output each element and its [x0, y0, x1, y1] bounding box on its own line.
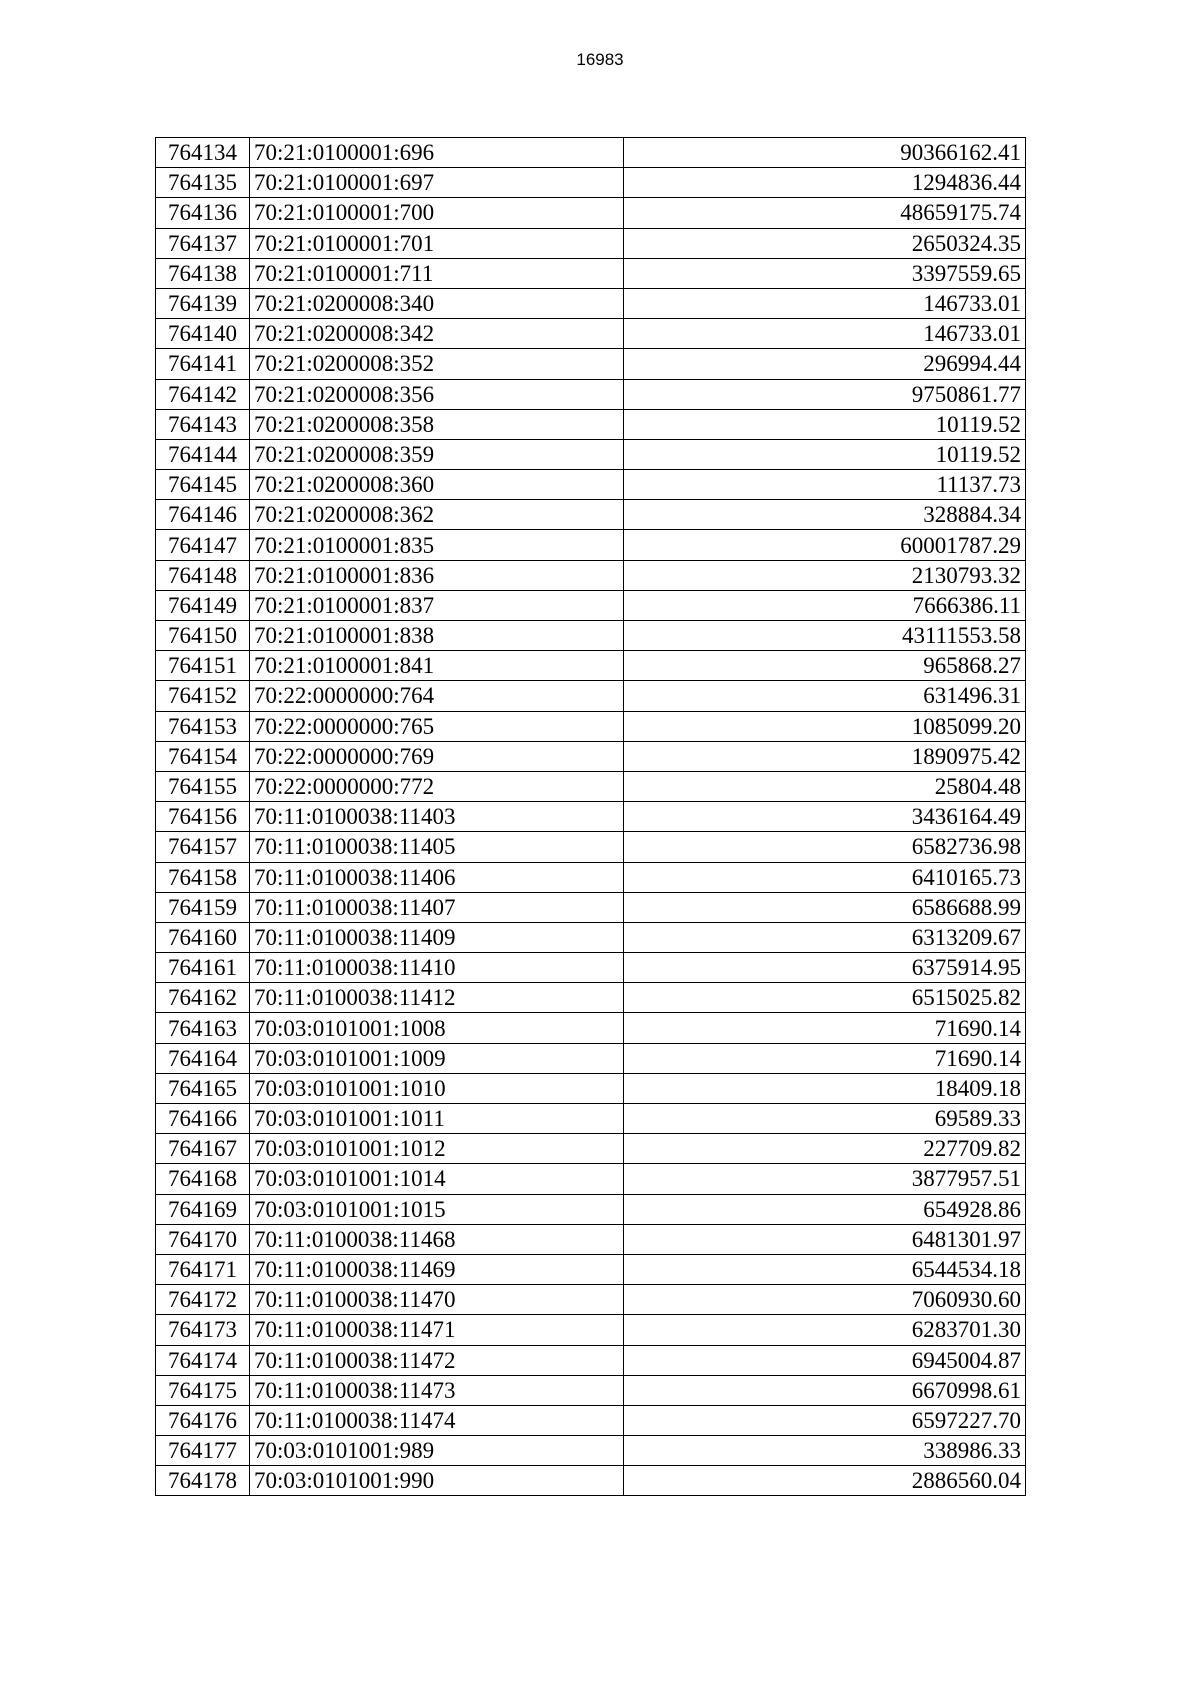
row-number-cell: 764153: [156, 711, 250, 741]
cadastral-number-cell: 70:11:0100038:11406: [250, 862, 624, 892]
cadastral-number-cell: 70:03:0101001:1011: [250, 1104, 624, 1134]
cadastral-number-cell: 70:11:0100038:11410: [250, 953, 624, 983]
value-cell: 2650324.35: [624, 228, 1026, 258]
table-row: [156, 560, 1026, 590]
value-cell: 6586688.99: [624, 892, 1026, 922]
row-number-cell: 764136: [156, 198, 250, 228]
value-cell: 3877957.51: [624, 1164, 1026, 1194]
row-number-cell: 764166: [156, 1104, 250, 1134]
table-row: [156, 922, 1026, 952]
value-cell: 11137.73: [624, 470, 1026, 500]
row-number-cell: 764158: [156, 862, 250, 892]
value-cell: 90366162.41: [624, 138, 1026, 168]
row-number-cell: 764172: [156, 1285, 250, 1315]
cadastral-number-cell: 70:11:0100038:11473: [250, 1375, 624, 1405]
row-number-cell: 764145: [156, 470, 250, 500]
cadastral-number-cell: 70:21:0100001:700: [250, 198, 624, 228]
table-body: [156, 138, 1026, 1496]
value-cell: 6481301.97: [624, 1224, 1026, 1254]
row-number-cell: 764168: [156, 1164, 250, 1194]
row-number-cell: 764170: [156, 1224, 250, 1254]
row-number-cell: 764138: [156, 258, 250, 288]
cadastral-number-cell: 70:21:0200008:342: [250, 319, 624, 349]
value-cell: 48659175.74: [624, 198, 1026, 228]
table-row: [156, 1405, 1026, 1435]
table-row: [156, 439, 1026, 469]
table-row: [156, 1073, 1026, 1103]
row-number-cell: 764150: [156, 621, 250, 651]
cadastral-number-cell: 70:21:0100001:701: [250, 228, 624, 258]
table-row: [156, 1134, 1026, 1164]
table-row: [156, 349, 1026, 379]
table-row: [156, 470, 1026, 500]
row-number-cell: 764139: [156, 288, 250, 318]
cadastral-number-cell: 70:11:0100038:11409: [250, 922, 624, 952]
row-number-cell: 764174: [156, 1345, 250, 1375]
cadastral-number-cell: 70:21:0200008:362: [250, 500, 624, 530]
row-number-cell: 764173: [156, 1315, 250, 1345]
table-row: [156, 1466, 1026, 1496]
data-table: [155, 137, 1026, 1496]
cadastral-number-cell: 70:21:0100001:711: [250, 258, 624, 288]
value-cell: 3397559.65: [624, 258, 1026, 288]
cadastral-number-cell: 70:03:0101001:1009: [250, 1043, 624, 1073]
table-row: [156, 288, 1026, 318]
cadastral-number-cell: 70:11:0100038:11469: [250, 1254, 624, 1284]
table-row: [156, 1436, 1026, 1466]
cadastral-number-cell: 70:03:0101001:1012: [250, 1134, 624, 1164]
value-cell: 6313209.67: [624, 922, 1026, 952]
value-cell: 60001787.29: [624, 530, 1026, 560]
row-number-cell: 764160: [156, 922, 250, 952]
cadastral-number-cell: 70:21:0200008:358: [250, 409, 624, 439]
table-row: [156, 1164, 1026, 1194]
value-cell: 6375914.95: [624, 953, 1026, 983]
row-number-cell: 764164: [156, 1043, 250, 1073]
row-number-cell: 764144: [156, 439, 250, 469]
row-number-cell: 764163: [156, 1013, 250, 1043]
table-row: [156, 771, 1026, 801]
row-number-cell: 764142: [156, 379, 250, 409]
row-number-cell: 764134: [156, 138, 250, 168]
table-row: [156, 983, 1026, 1013]
value-cell: 146733.01: [624, 319, 1026, 349]
value-cell: 71690.14: [624, 1043, 1026, 1073]
cadastral-number-cell: 70:21:0100001:835: [250, 530, 624, 560]
cadastral-number-cell: 70:21:0100001:697: [250, 168, 624, 198]
table-row: [156, 138, 1026, 168]
row-number-cell: 764137: [156, 228, 250, 258]
value-cell: 3436164.49: [624, 802, 1026, 832]
table-row: [156, 953, 1026, 983]
table-row: [156, 409, 1026, 439]
table-row: [156, 741, 1026, 771]
cadastral-number-cell: 70:11:0100038:11472: [250, 1345, 624, 1375]
value-cell: 7666386.11: [624, 590, 1026, 620]
cadastral-number-cell: 70:11:0100038:11470: [250, 1285, 624, 1315]
value-cell: 631496.31: [624, 681, 1026, 711]
value-cell: 69589.33: [624, 1104, 1026, 1134]
cadastral-number-cell: 70:03:0101001:1014: [250, 1164, 624, 1194]
row-number-cell: 764159: [156, 892, 250, 922]
value-cell: 654928.86: [624, 1194, 1026, 1224]
cadastral-number-cell: 70:21:0100001:836: [250, 560, 624, 590]
value-cell: 25804.48: [624, 771, 1026, 801]
row-number-cell: 764167: [156, 1134, 250, 1164]
cadastral-number-cell: 70:21:0200008:352: [250, 349, 624, 379]
row-number-cell: 764140: [156, 319, 250, 349]
table-row: [156, 1043, 1026, 1073]
row-number-cell: 764155: [156, 771, 250, 801]
row-number-cell: 764135: [156, 168, 250, 198]
row-number-cell: 764156: [156, 802, 250, 832]
cadastral-number-cell: 70:21:0100001:696: [250, 138, 624, 168]
cadastral-number-cell: 70:11:0100038:11407: [250, 892, 624, 922]
value-cell: 71690.14: [624, 1013, 1026, 1043]
cadastral-number-cell: 70:03:0101001:1010: [250, 1073, 624, 1103]
row-number-cell: 764162: [156, 983, 250, 1013]
value-cell: 6670998.61: [624, 1375, 1026, 1405]
row-number-cell: 764149: [156, 590, 250, 620]
value-cell: 7060930.60: [624, 1285, 1026, 1315]
row-number-cell: 764141: [156, 349, 250, 379]
value-cell: 9750861.77: [624, 379, 1026, 409]
cadastral-number-cell: 70:03:0101001:1015: [250, 1194, 624, 1224]
cadastral-number-cell: 70:11:0100038:11474: [250, 1405, 624, 1435]
table-row: [156, 168, 1026, 198]
row-number-cell: 764148: [156, 560, 250, 590]
value-cell: 6597227.70: [624, 1405, 1026, 1435]
cadastral-number-cell: 70:21:0200008:356: [250, 379, 624, 409]
cadastral-number-cell: 70:21:0200008:340: [250, 288, 624, 318]
table-row: [156, 198, 1026, 228]
row-number-cell: 764157: [156, 832, 250, 862]
cadastral-number-cell: 70:11:0100038:11471: [250, 1315, 624, 1345]
table-row: [156, 379, 1026, 409]
row-number-cell: 764176: [156, 1405, 250, 1435]
cadastral-number-cell: 70:11:0100038:11403: [250, 802, 624, 832]
value-cell: 1294836.44: [624, 168, 1026, 198]
row-number-cell: 764154: [156, 741, 250, 771]
value-cell: 296994.44: [624, 349, 1026, 379]
cadastral-number-cell: 70:11:0100038:11412: [250, 983, 624, 1013]
cadastral-number-cell: 70:22:0000000:764: [250, 681, 624, 711]
value-cell: 2886560.04: [624, 1466, 1026, 1496]
value-cell: 6515025.82: [624, 983, 1026, 1013]
table-row: [156, 681, 1026, 711]
table-row: [156, 1194, 1026, 1224]
table-row: [156, 1285, 1026, 1315]
row-number-cell: 764178: [156, 1466, 250, 1496]
value-cell: 965868.27: [624, 651, 1026, 681]
row-number-cell: 764169: [156, 1194, 250, 1224]
table-row: [156, 590, 1026, 620]
value-cell: 6582736.98: [624, 832, 1026, 862]
table-row: [156, 500, 1026, 530]
table-row: [156, 651, 1026, 681]
cadastral-number-cell: 70:03:0101001:990: [250, 1466, 624, 1496]
cadastral-number-cell: 70:21:0100001:838: [250, 621, 624, 651]
value-cell: 146733.01: [624, 288, 1026, 318]
row-number-cell: 764143: [156, 409, 250, 439]
cadastral-number-cell: 70:21:0200008:359: [250, 439, 624, 469]
cadastral-number-cell: 70:22:0000000:765: [250, 711, 624, 741]
page-number: 16983: [576, 50, 624, 69]
value-cell: 18409.18: [624, 1073, 1026, 1103]
table-row: [156, 1224, 1026, 1254]
value-cell: 227709.82: [624, 1134, 1026, 1164]
cadastral-number-cell: 70:03:0101001:1008: [250, 1013, 624, 1043]
value-cell: 6945004.87: [624, 1345, 1026, 1375]
cadastral-number-cell: 70:21:0100001:841: [250, 651, 624, 681]
row-number-cell: 764177: [156, 1436, 250, 1466]
value-cell: 328884.34: [624, 500, 1026, 530]
cadastral-number-cell: 70:11:0100038:11405: [250, 832, 624, 862]
cadastral-number-cell: 70:22:0000000:769: [250, 741, 624, 771]
table-row: [156, 1315, 1026, 1345]
value-cell: 1890975.42: [624, 741, 1026, 771]
cadastral-number-cell: 70:11:0100038:11468: [250, 1224, 624, 1254]
cadastral-number-cell: 70:21:0100001:837: [250, 590, 624, 620]
value-cell: 6544534.18: [624, 1254, 1026, 1284]
table-row: [156, 319, 1026, 349]
row-number-cell: 764175: [156, 1375, 250, 1405]
table-row: [156, 228, 1026, 258]
table-row: [156, 1345, 1026, 1375]
value-cell: 6283701.30: [624, 1315, 1026, 1345]
value-cell: 2130793.32: [624, 560, 1026, 590]
row-number-cell: 764165: [156, 1073, 250, 1103]
table-row: [156, 862, 1026, 892]
table-row: [156, 892, 1026, 922]
table-row: [156, 258, 1026, 288]
cadastral-number-cell: 70:22:0000000:772: [250, 771, 624, 801]
value-cell: 1085099.20: [624, 711, 1026, 741]
value-cell: 338986.33: [624, 1436, 1026, 1466]
value-cell: 10119.52: [624, 409, 1026, 439]
table-row: [156, 802, 1026, 832]
table-row: [156, 1254, 1026, 1284]
row-number-cell: 764146: [156, 500, 250, 530]
value-cell: 10119.52: [624, 439, 1026, 469]
value-cell: 6410165.73: [624, 862, 1026, 892]
cadastral-number-cell: 70:03:0101001:989: [250, 1436, 624, 1466]
value-cell: 43111553.58: [624, 621, 1026, 651]
table-row: [156, 1013, 1026, 1043]
row-number-cell: 764161: [156, 953, 250, 983]
row-number-cell: 764147: [156, 530, 250, 560]
row-number-cell: 764152: [156, 681, 250, 711]
table-row: [156, 621, 1026, 651]
table-row: [156, 832, 1026, 862]
table-row: [156, 530, 1026, 560]
table-row: [156, 1375, 1026, 1405]
table-row: [156, 711, 1026, 741]
row-number-cell: 764151: [156, 651, 250, 681]
table-row: [156, 1104, 1026, 1134]
row-number-cell: 764171: [156, 1254, 250, 1284]
cadastral-number-cell: 70:21:0200008:360: [250, 470, 624, 500]
